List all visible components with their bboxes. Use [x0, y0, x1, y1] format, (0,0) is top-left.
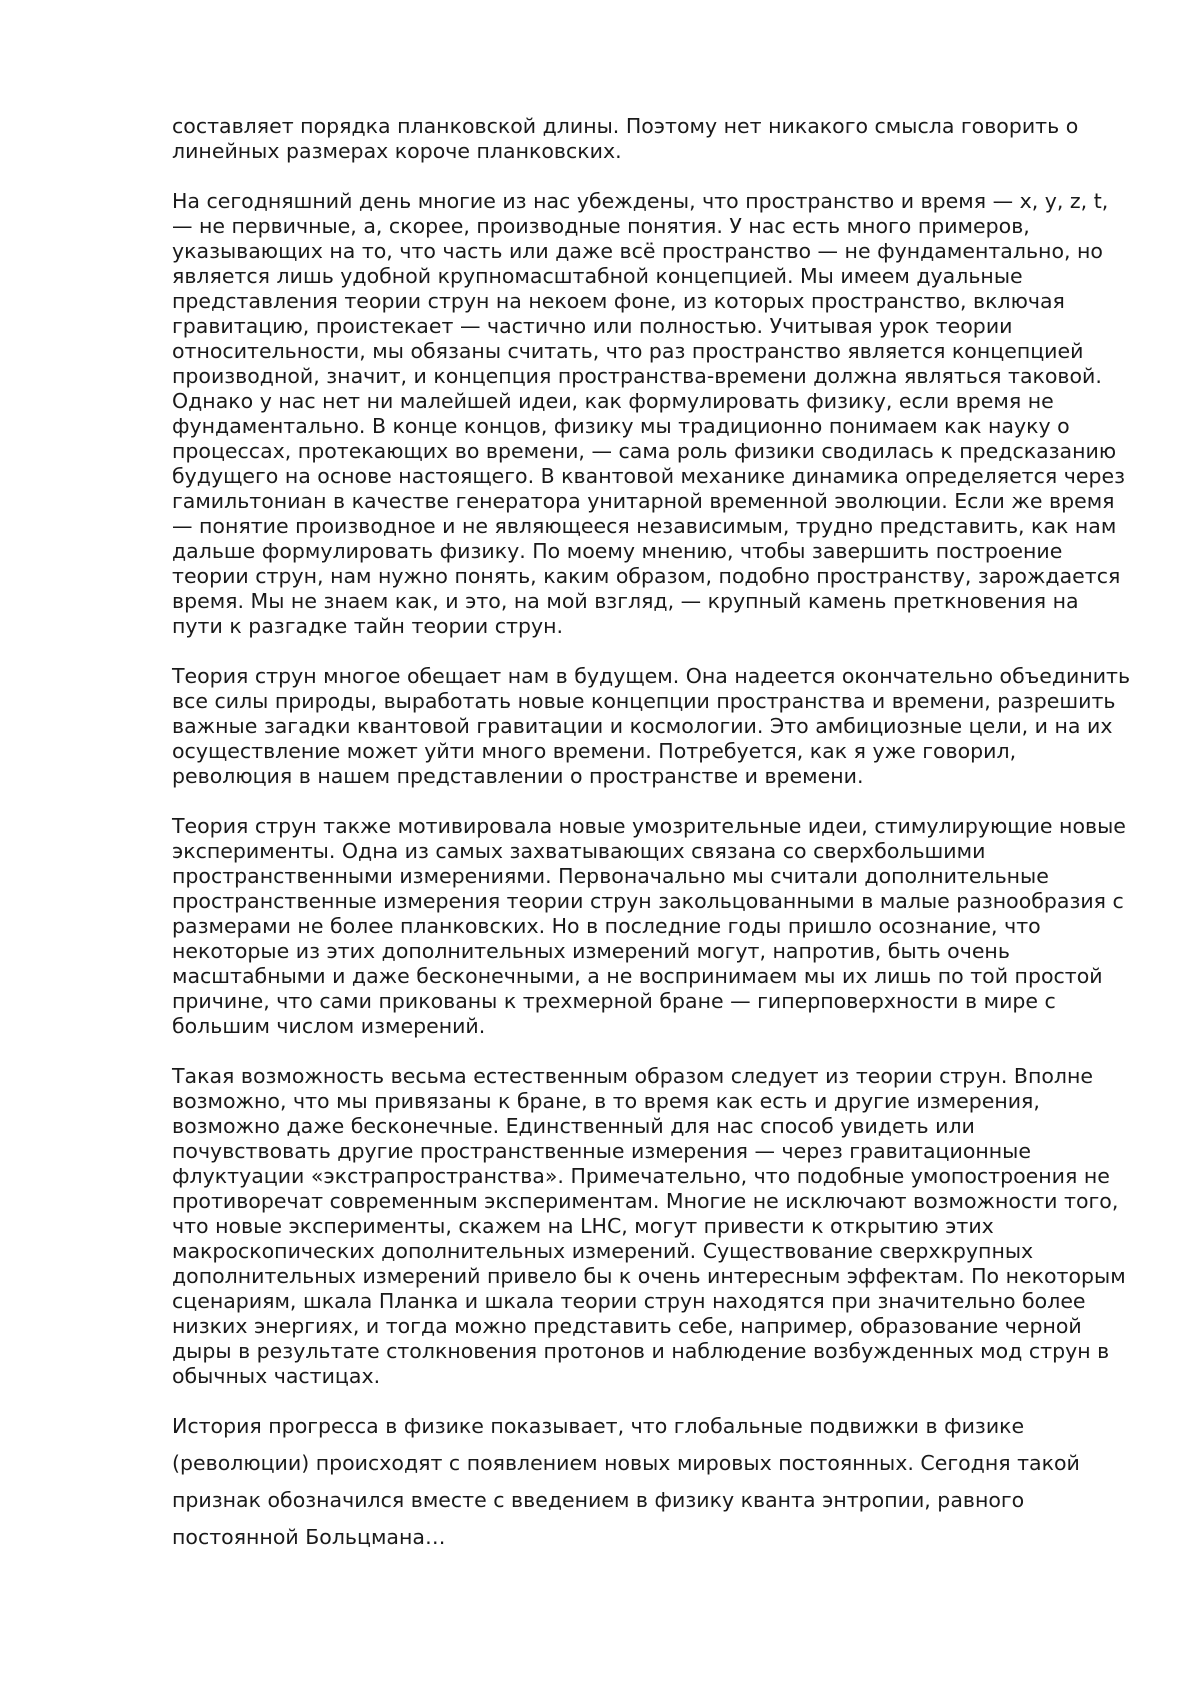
paragraph-6: История прогресса в физике показывает, что глобальные подвижки в физике (революции) происходят с появлением новых мировых постоянных. Сегодня такой признак обозначился вместе с введением в физику кванта энтропии, равного постоянной Больцмана…	[172, 1414, 1080, 1549]
paragraph-5: Такая возможность весьма естественным образом следует из теории струн. Вполне возможно, что мы привязаны к бране, в то время как есть и другие измерения, возможно даже бесконечные. Единственный для нас способ увидеть или почувствовать другие пространственные измерения — через гравитационные флуктуации «экстрапространства». Примечательно, что подобные умопостроения не противоречат современным экспериментам. Многие не исключают возможности того, что новые эксперименты, скажем на LHC, могут привести к открытию этих макроскопических дополнительных измерений. Существование сверхкрупных дополнительных измерений привело бы к очень интересным эффектам. По некоторым сценариям, шкала Планка и шкала теории струн находятся при значительно более низких энергиях, и тогда можно представить себе, например, образование черной дыры в результате столкновения протонов и наблюдение возбужденных мод струн в обычных частицах.	[172, 1064, 1126, 1388]
paragraph-2: На сегодняшний день многие из нас убеждены, что пространство и время — x, y, z, t, — не первичные, а, скорее, производные понятия. У нас есть много примеров, указывающих на то, что часть или даже всё пространство — не фундаментально, но является лишь удобной крупномасштабной концепцией. Мы имеем дуальные представления теории струн на некоем фоне, из которых пространство, включая гравитацию, проистекает — частично или полностью. Учитывая урок теории относительности, мы обязаны считать, что раз пространство является концепцией производной, значит, и концепция пространства-времени должна являться таковой. Однако у нас нет ни малейшей идеи, как формулировать физику, если время не фундаментально. В конце концов, физику мы традиционно понимаем как науку о процессах, протекающих во времени, — сама роль физики сводилась к предсказанию будущего на основе настоящего. В квантовой механике динамика определяется через гамильтониан в качестве генератора унитарной временной эволюции. Если же время — понятие производное и не являющееся независимым, трудно представить, как нам дальше формулировать физику. По моему мнению, чтобы завершить построение теории струн, нам нужно понять, каким образом, подобно пространству, зарождается время. Мы не знаем как, и это, на мой взгляд, — крупный камень преткновения на пути к разгадке тайн теории струн.	[172, 189, 1125, 638]
paragraph-4: Теория струн также мотивировала новые умозрительные идеи, стимулирующие новые эксперименты. Одна из самых захватывающих связана со сверхбольшими пространственными измерениями. Первоначально мы считали дополнительные пространственные измерения теории струн закольцованными в малые разнообразия с размерами не более планковских. Но в последние годы пришло осознание, что некоторые из этих дополнительных измерений могут, напротив, быть очень масштабными и даже бесконечными, а не воспринимаем мы их лишь по той простой причине, что сами прикованы к трехмерной бране — гиперповерхности в мире с большим числом измерений.	[172, 814, 1126, 1038]
document-body	[172, 114, 1132, 1581]
paragraph-3: Теория струн многое обещает нам в будущем. Она надеется окончательно объединить все силы природы, выработать новые концепции пространства и времени, разрешить важные загадки квантовой гравитации и космологии. Это амбициозные цели, и на их осуществление может уйти много времени. Потребуется, как я уже говорил, революция в нашем представлении о пространстве и времени.	[172, 664, 1131, 788]
paragraph-1: составляет порядка планковской длины. Поэтому нет никакого смысла говорить о линейных размерах короче планковских.	[172, 114, 1079, 163]
